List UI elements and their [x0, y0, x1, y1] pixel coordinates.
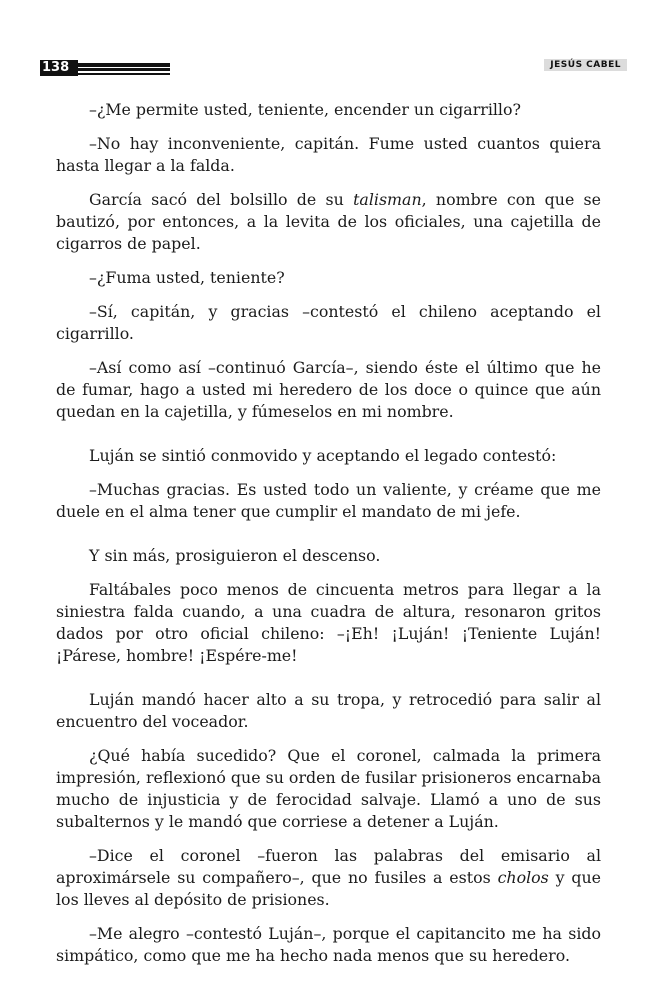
page-number-block [40, 60, 170, 76]
paragraph: –Muchas gracias. Es usted todo un valiente, y créame que me duele en el alma tener que cumplir el mandato de mi jefe. [56, 480, 601, 521]
running-title: JESÚS CABEL [544, 59, 627, 71]
paragraph: Faltábales poco menos de cincuenta metros para llegar a la siniestra falda cuando, a una cuadra de altura, resonaron gritos dados por otro oficial chileno: –¡Eh! ¡Luján! ¡Teniente Luján! ¡Párese, hombre! ¡Espére-me! [56, 580, 601, 665]
italic-term: talisman [353, 190, 422, 209]
text-run: , nombre con que se bautizó, por entonces, a la levita de los oficiales, una cajetilla de cigarros de papel. [56, 190, 602, 253]
paragraph: –¿Fuma usted, teniente? [89, 268, 285, 287]
header-rule [78, 68, 170, 71]
paragraph [56, 189, 601, 255]
italic-term: cholos [497, 868, 549, 887]
paragraph: –No hay inconveniente, capitán. Fume usted cuantos quiera hasta llegar a la falda. [56, 134, 601, 175]
paragraph: Luján mandó hacer alto a su tropa, y retrocedió para salir al encuentro del voceador. [56, 690, 601, 731]
header-rule [78, 63, 170, 67]
paragraph: –Me alegro –contestó Luján–, porque el capitancito me ha sido simpático, como que me ha hecho nada menos que su heredero. [56, 924, 601, 965]
page-number: 138 [40, 60, 78, 76]
text-run: García sacó del bolsillo de su [89, 190, 354, 209]
paragraph: –¿Me permite usted, teniente, encender un cigarrillo? [89, 100, 521, 119]
body-text [56, 99, 601, 979]
paragraph: Luján se sintió conmovido y aceptando el legado contestó: [89, 446, 557, 465]
paragraph: –Sí, capitán, y gracias –contestó el chileno aceptando el cigarrillo. [56, 302, 601, 343]
header-rule [78, 73, 170, 75]
text-run: y que los lleves al depósito de prisiones. [56, 868, 601, 909]
paragraph [56, 845, 601, 911]
text-run: –Dice el coronel –fueron las palabras del emisario al aproximársele su compañero–, que no fusiles a estos [56, 846, 601, 887]
page-header [0, 0, 663, 90]
paragraph: –Así como así –continuó García–, siendo éste el último que he de fumar, hago a usted mi heredero de los doce o quince que aún quedan en la cajetilla, y fúmeselos en mi nombre. [56, 358, 601, 421]
paragraph: Y sin más, prosiguieron el descenso. [89, 546, 381, 565]
paragraph: ¿Qué había sucedido? Que el coronel, calmada la primera impresión, reflexionó que su orden de fusilar prisioneros encarnaba mucho de injusticia y de ferocidad salvaje. Llamó a uno de sus subalternos y le mandó que corriese a detener a Luján. [56, 746, 601, 831]
